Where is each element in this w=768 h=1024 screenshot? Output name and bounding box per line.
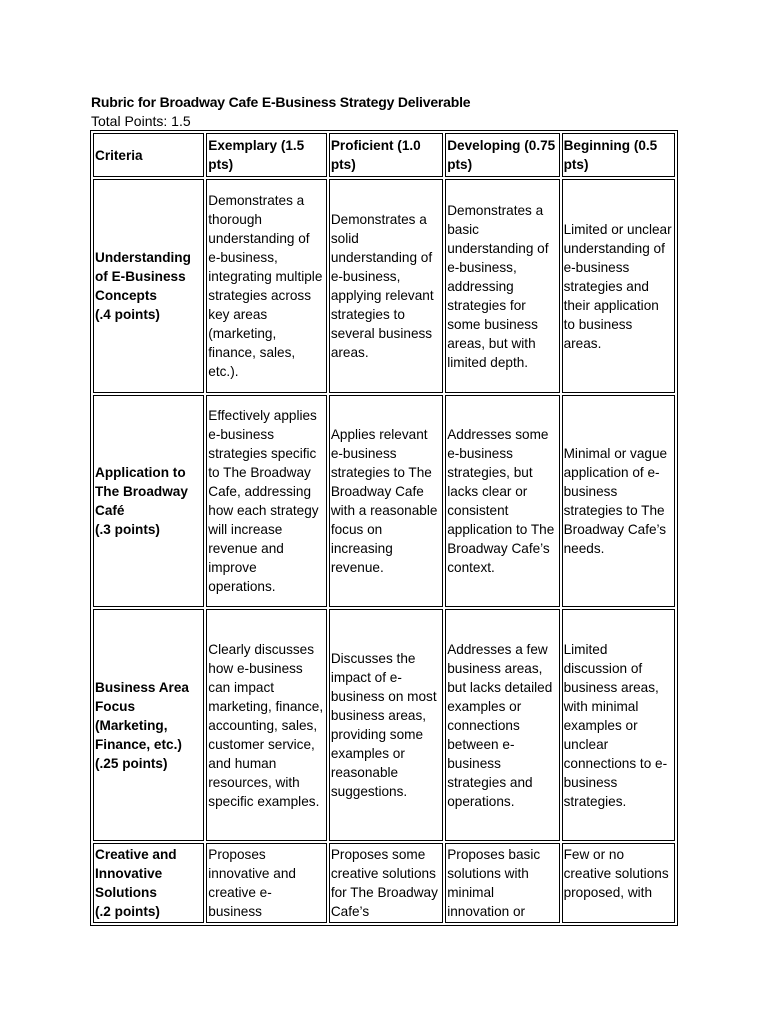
- exemplary-cell: Clearly discusses how e-business can impact marketing, finance, accounting, sales, customer service, and human resources, with specific examples.: [206, 609, 327, 841]
- document-title: Rubric for Broadway Cafe E-Business Strategy Deliverable: [91, 94, 471, 110]
- proficient-cell: [329, 843, 443, 923]
- proficient-text: Proposes some creative solutions for The Broadway Cafe’s: [330, 847, 438, 919]
- developing-cell: Addresses some e-business strategies, but lacks clear or consistent application to The Broadway Cafe’s context.: [445, 395, 559, 607]
- criteria-cell: [93, 395, 204, 607]
- criteria-points: (.2 points): [95, 904, 160, 919]
- rubric-table: [90, 130, 678, 926]
- exemplary-cell: Demonstrates a thorough understanding of e-business, integrating multiple strategies across key areas (marketing, finance, sales, etc.).: [206, 179, 327, 393]
- header-exemplary: Exemplary (1.5 pts): [206, 133, 327, 177]
- exemplary-text: Proposes innovative and creative e-business: [208, 847, 296, 919]
- criteria-points: (.25 points): [95, 755, 168, 771]
- criteria-points: (.4 points): [95, 307, 160, 322]
- criteria-name: Business Area Focus (Marketing, Finance, etc.): [95, 679, 189, 752]
- total-points: Total Points: 1.5: [91, 113, 191, 129]
- criteria-cell: [93, 843, 204, 923]
- developing-text: Proposes basic solutions with minimal innovation or: [447, 847, 541, 919]
- header-criteria: Criteria: [93, 133, 204, 177]
- header-beginning: Beginning (0.5 pts): [562, 133, 675, 177]
- table-row: [93, 395, 675, 607]
- beginning-cell: [562, 843, 675, 923]
- criteria-cell: [93, 609, 204, 841]
- proficient-cell: Discusses the impact of e-business on most business areas, providing some examples or reasonable suggestions.: [329, 609, 443, 841]
- criteria-cell: [93, 179, 204, 393]
- table-row: [93, 609, 675, 841]
- exemplary-cell: [206, 843, 327, 923]
- criteria-points: (.3 points): [95, 522, 160, 537]
- table-row: [93, 843, 675, 923]
- beginning-cell: Limited or unclear understanding of e-business strategies and their application to business areas.: [562, 179, 675, 393]
- header-developing: Developing (0.75 pts): [445, 133, 559, 177]
- criteria-name: Understanding of E-Business Concepts: [95, 250, 191, 303]
- beginning-cell: Limited discussion of business areas, with minimal examples or unclear connections to e-business strategies.: [562, 609, 675, 841]
- developing-cell: [445, 843, 559, 923]
- criteria-name: Creative and Innovative Solutions: [95, 847, 177, 900]
- criteria-name: Application to The Broadway Café: [95, 465, 188, 518]
- developing-cell: Demonstrates a basic understanding of e-business, addressing strategies for some business areas, but with limited depth.: [445, 179, 559, 393]
- table-header-row: [93, 133, 675, 177]
- beginning-cell: Minimal or vague application of e-business strategies to The Broadway Cafe’s needs.: [562, 395, 675, 607]
- beginning-text: Few or no creative solutions proposed, with: [563, 847, 669, 900]
- developing-cell: Addresses a few business areas, but lacks detailed examples or connections between e-business strategies and operations.: [445, 609, 559, 841]
- header-proficient: Proficient (1.0 pts): [329, 133, 443, 177]
- table-row: [93, 179, 675, 393]
- proficient-cell: Demonstrates a solid understanding of e-business, applying relevant strategies to several business areas.: [329, 179, 443, 393]
- proficient-cell: Applies relevant e-business strategies to The Broadway Cafe with a reasonable focus on increasing revenue.: [329, 395, 443, 607]
- exemplary-cell: Effectively applies e-business strategies specific to The Broadway Cafe, addressing how each strategy will increase revenue and improve operations.: [206, 395, 327, 607]
